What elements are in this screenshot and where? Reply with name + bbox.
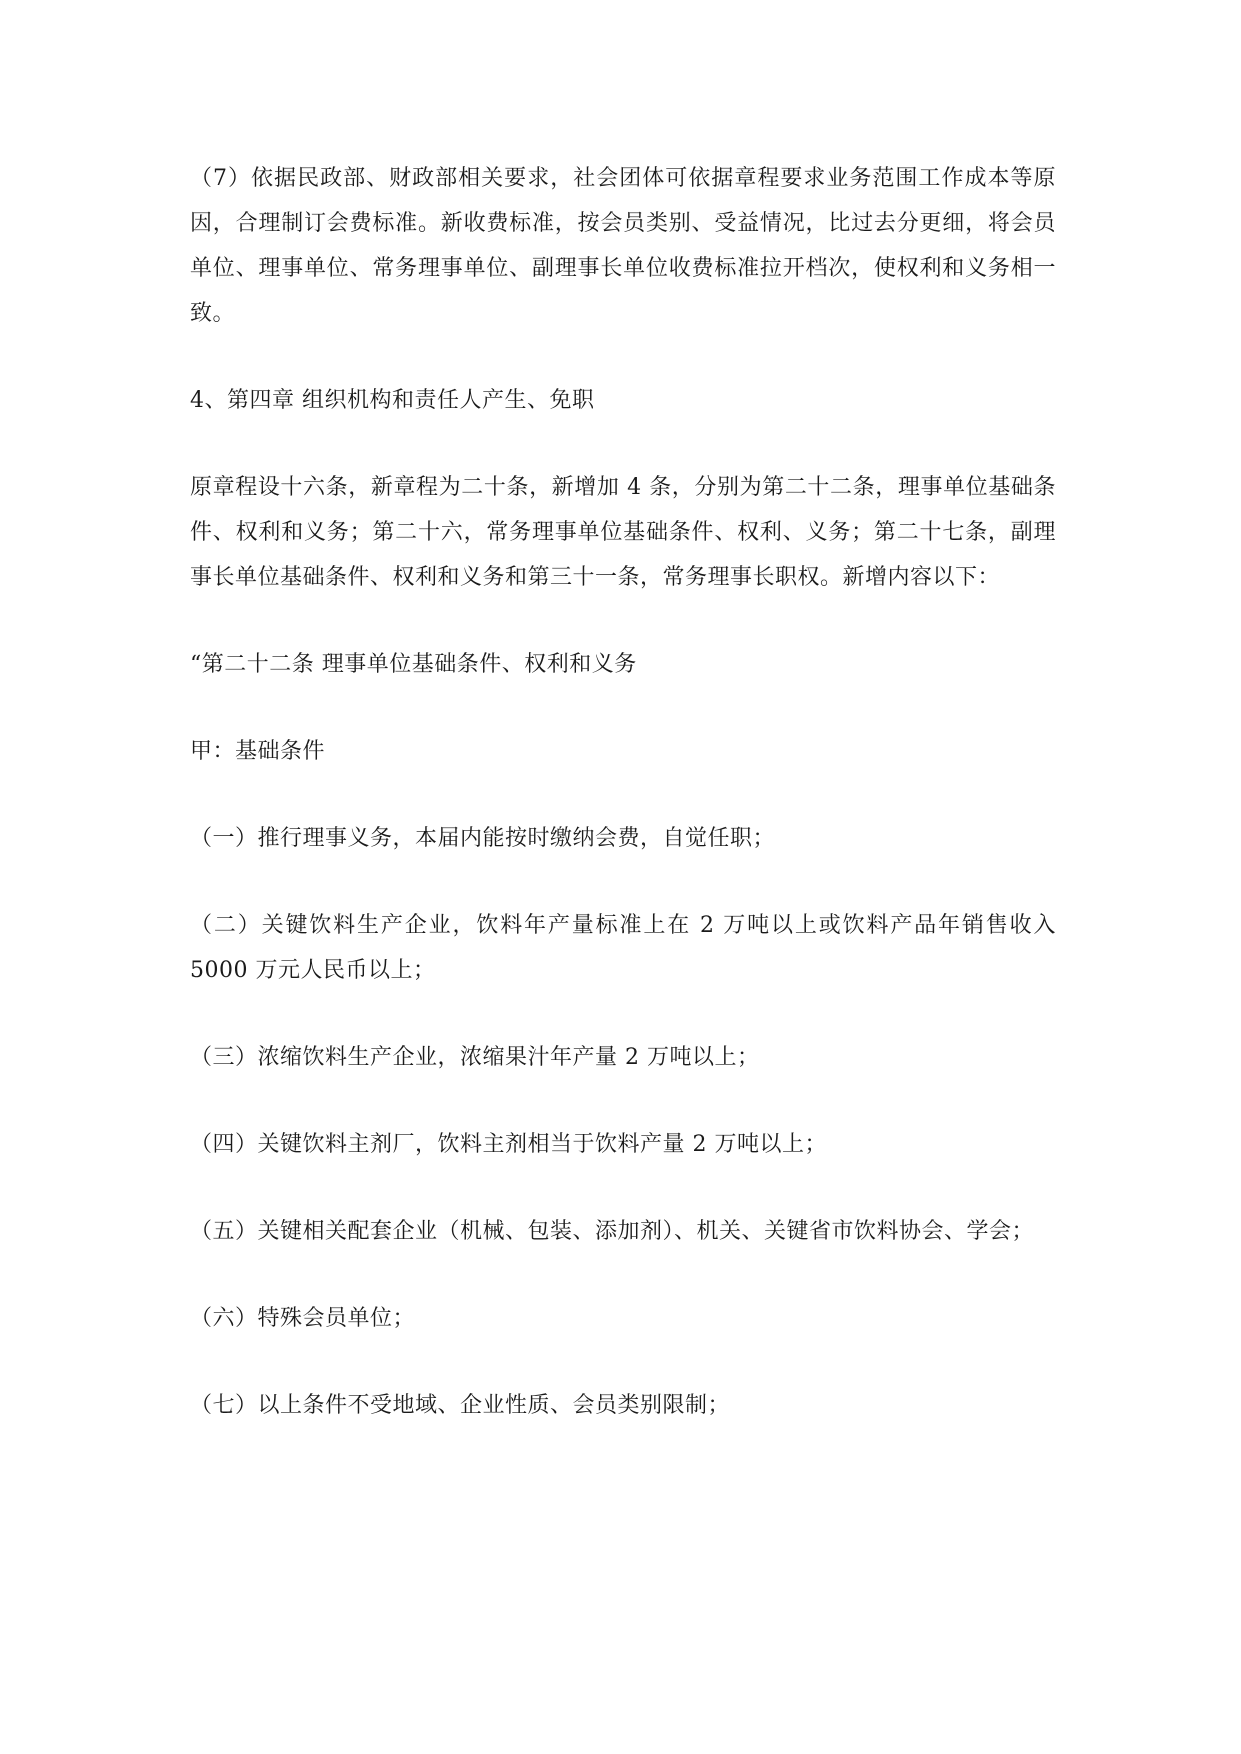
condition-item-3: （三）浓缩饮料生产企业，浓缩果汁年产量 2 万吨以上； [190,1045,760,1070]
condition-item-6: （六）特殊会员单位； [190,1306,416,1331]
condition-item-5: （五）关键相关配套企业（机械、包装、添加剂）、机关、关键省市饮料协会、学会； [190,1219,1035,1244]
paragraph-fee-standard: （7）依据民政部、财政部相关要求，社会团体可依据章程要求业务范围工作成本等原因，合理制订会费标准。新收费标准，按会员类别、受益情况，比过去分更细，将会员单位、理事单位、常务理事单位、副理事长单位收费标准拉开档次，使权利和义务相一致。 [190,166,1056,326]
condition-item-7: （七）以上条件不受地域、企业性质、会员类别限制； [190,1393,731,1418]
condition-item-4: （四）关键饮料主剂厂，饮料主剂相当于饮料产量 2 万吨以上； [190,1132,827,1157]
condition-item-1: （一）推行理事义务，本届内能按时缴纳会费，自觉任职； [190,826,776,851]
document-body [190,156,1056,1470]
article-heading: “第二十二条 理事单位基础条件、权利和义务 [190,652,637,677]
paragraph-articles-summary: 原章程设十六条，新章程为二十条，新增加 4 条，分别为第二十二条，理事单位基础条件、权利和义务；第二十六，常务理事单位基础条件、权利、义务；第二十七条，副理事长单位基础条件、权利和义务和第三十一条，常务理事长职权。新增内容以下： [190,475,1056,590]
chapter-heading: 4、第四章 组织机构和责任人产生、免职 [190,388,595,413]
section-label: 甲：基础条件 [190,739,326,764]
condition-item-2: （二）关键饮料生产企业，饮料年产量标准上在 2 万吨以上或饮料产品年销售收入 5000 万元人民币以上； [190,913,1056,983]
